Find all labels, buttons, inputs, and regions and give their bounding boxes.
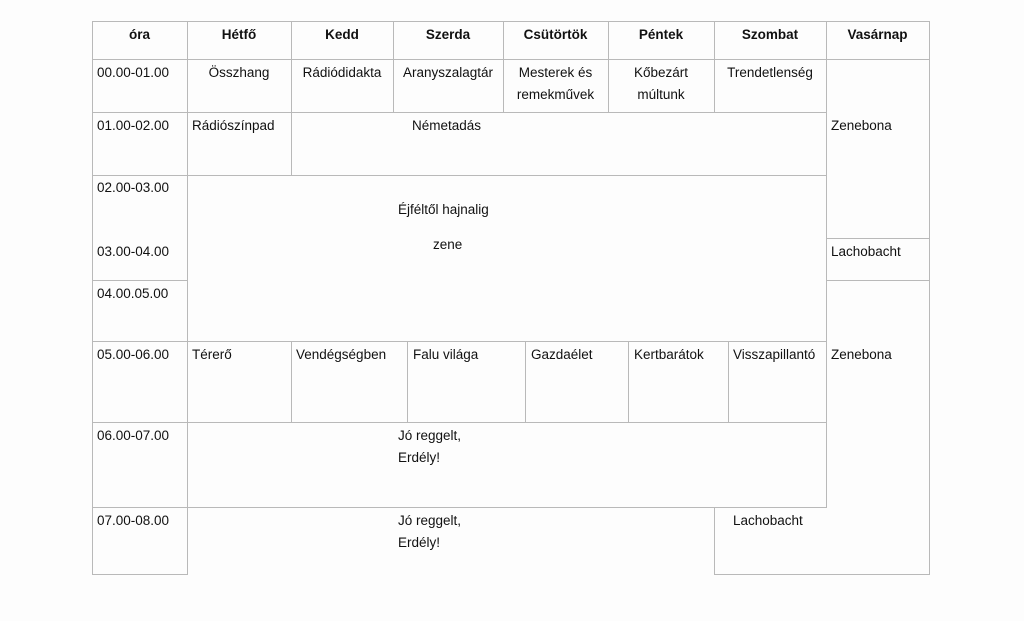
program-osszhang: Összhang [208,65,270,80]
grid-line [628,341,629,423]
grid-line [92,574,187,575]
grid-line [92,422,826,423]
grid-line [92,507,826,508]
time-label: 03.00-04.00 [97,244,170,259]
header-szombat: Szombat [741,27,799,42]
time-label: 01.00-02.00 [97,118,170,133]
grid-line [187,21,188,575]
grid-line [92,59,930,60]
grid-line [92,175,826,176]
grid-line [826,280,930,281]
program-ejfeltol-hajnalig: Éjféltől hajnalig [398,202,489,217]
grid-line [92,21,930,22]
program-zenebona-sunday-night: Zenebona [831,118,892,133]
program-trendetlenseg: Trendetlenség [727,65,813,80]
program-jo-reggelt-2: Jó reggelt, [398,513,462,528]
program-lachobacht-sunday: Lachobacht [831,244,901,259]
header-pentek: Péntek [638,27,684,42]
grid-line [92,341,826,342]
program-jo-reggelt-1: Jó reggelt, [398,428,462,443]
program-lachobacht-saturday: Lachobacht [733,513,803,528]
header-hetfo: Hétfő [221,27,257,42]
grid-line [291,341,292,423]
grid-line [407,341,408,423]
time-label: 05.00-06.00 [97,347,170,362]
grid-line [92,21,93,575]
time-label: 00.00-01.00 [97,65,170,80]
program-erdely-1: Erdély! [398,450,441,465]
grid-line [92,280,187,281]
program-erdely-2: Erdély! [398,535,441,550]
grid-line [714,574,930,575]
grid-line [826,21,827,508]
grid-line [929,21,930,575]
header-szerda: Szerda [425,27,471,42]
grid-line [291,112,292,176]
grid-line [826,238,930,239]
program-visszapillanto: Visszapillantó [733,347,816,362]
time-label: 06.00-07.00 [97,428,170,443]
program-zenebona-sunday-morning: Zenebona [831,347,892,362]
program-kobezart-multunk: Kőbezárt múltunk [633,65,689,102]
time-label: 02.00-03.00 [97,180,170,195]
header-kedd: Kedd [325,27,359,42]
program-radiodidakta: Rádiódidakta [302,65,382,80]
program-mesterek: Mesterek és remekművek [516,65,595,102]
program-gazdaelet: Gazdaélet [531,347,593,362]
program-vendegsegben: Vendégségben [296,347,387,362]
header-ora: óra [128,27,150,42]
header-vasarnap: Vasárnap [847,27,908,42]
program-tererö: Térerő [192,347,232,362]
time-label: 07.00-08.00 [97,513,170,528]
grid-line [525,341,526,423]
program-aranyszalagtar: Aranyszalagtár [402,65,494,80]
program-zene: zene [433,237,463,252]
program-kertbaratok: Kertbarátok [634,347,704,362]
time-label: 04.00.05.00 [97,286,169,301]
program-falu-vilaga: Falu világa [413,347,479,362]
program-radioszinpad: Rádiószínpad [192,118,275,133]
program-nemetadas: Németadás [412,118,482,133]
grid-line [714,507,715,575]
header-csutortok: Csütörtök [523,27,588,42]
grid-line [728,341,729,423]
grid-line [92,112,826,113]
